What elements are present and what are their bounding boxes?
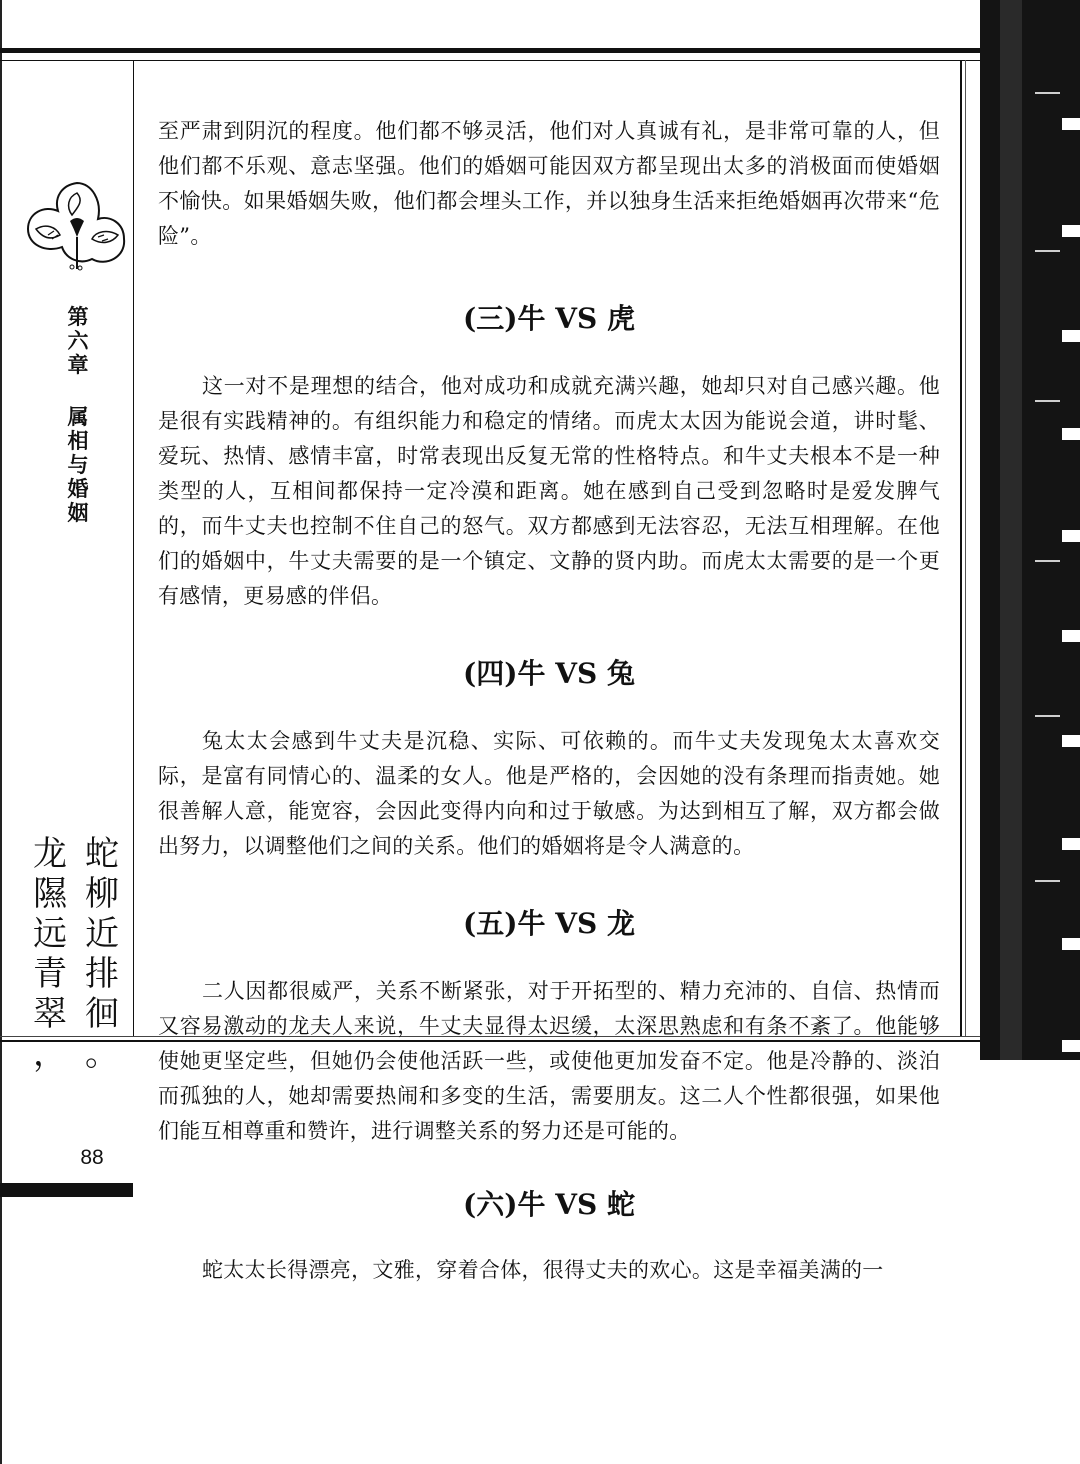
poem-char: 远 — [33, 914, 67, 954]
chapter-char: 姻 — [67, 501, 89, 525]
page-number: 88 — [80, 1146, 104, 1169]
chapter-char: 第 — [67, 305, 89, 329]
page-number-bar — [0, 1183, 133, 1197]
film-hole — [1062, 530, 1080, 542]
poem-char: 蛇 — [85, 834, 119, 874]
section-heading: (三)牛 VS 虎 — [463, 302, 635, 335]
top-rule-thin — [0, 60, 1035, 61]
poem-char: 近 — [85, 914, 119, 954]
film-hole — [1062, 938, 1080, 950]
right-divider-thin — [965, 60, 966, 1036]
poem-char: 排 — [85, 954, 119, 994]
poem-char: 徊 — [85, 994, 119, 1034]
film-tick — [1035, 92, 1060, 94]
chapter-char: 与 — [67, 453, 89, 477]
page-left-border — [0, 0, 2, 1464]
top-rule — [0, 48, 1035, 53]
poem-char: 柳 — [85, 874, 119, 914]
film-tick — [1035, 880, 1060, 882]
film-tick — [1035, 400, 1060, 402]
film-hole — [1062, 838, 1080, 850]
film-hole — [1062, 1040, 1080, 1052]
intro-paragraph: 至严肃到阴沉的程度。他们都不够灵活，他们对人真诚有礼，是非常可靠的人，但他们都不乐观、意志坚强。他们的婚姻可能因双方都呈现出太多的消极面而使婚姻不愉快。如果婚姻失败，他们都会埋头工作，并以独身生活来拒绝婚姻再次带来“危险”。 — [158, 119, 940, 248]
chapter-char: 属 — [67, 405, 89, 429]
poem-char: 。 — [85, 1034, 119, 1074]
chapter-char: 章 — [67, 353, 89, 377]
film-hole — [1062, 118, 1080, 130]
film-hole — [1062, 225, 1080, 237]
right-divider — [960, 60, 962, 1036]
poem-column-left — [26, 834, 74, 1074]
film-strip-edge — [980, 0, 1080, 1060]
chapter-char: 婚 — [67, 477, 89, 501]
section-heading: (四)牛 VS 兔 — [463, 657, 635, 690]
poem-char: 翠 — [33, 994, 67, 1034]
poem-char: 青 — [33, 954, 67, 994]
film-tick — [1035, 560, 1060, 562]
main-text — [158, 114, 940, 1288]
film-tick — [1035, 250, 1060, 252]
section-paragraph: 蛇太太长得漂亮，文雅，穿着合体，很得丈夫的欢心。这是幸福美满的一 — [202, 1258, 884, 1282]
section-heading: (六)牛 VS 蛇 — [463, 1188, 635, 1221]
chapter-char: 相 — [67, 429, 89, 453]
leaf-ornament-icon — [22, 175, 132, 275]
film-hole — [1062, 428, 1080, 440]
chapter-char: 六 — [67, 329, 89, 353]
poem-char: 龙 — [33, 834, 67, 874]
poem-char: 隰 — [33, 874, 67, 914]
section-paragraph: 兔太太会感到牛丈夫是沉稳、实际、可依赖的。而牛丈夫发现兔太太喜欢交际，是富有同情心的、温柔的女人。他是严格的，会因她的没有条理而指责她。她很善解人意，能宽容，会因此变得内向和过于敏感。为达到相互了解，双方都会做出努力，以调整他们之间的关系。他们的婚姻将是令人满意的。 — [158, 729, 940, 858]
poem-column-right — [78, 834, 126, 1074]
film-hole — [1062, 735, 1080, 747]
section-heading: (五)牛 VS 龙 — [463, 907, 635, 940]
poem-char: ， — [33, 1034, 67, 1074]
section-paragraph: 二人因都很威严，关系不断紧张，对于开拓型的、精力充沛的、自信、热情而又容易激动的龙夫人来说，牛丈夫显得太迟缓，太深思熟虑和有条不紊了。他能够使她更坚定些，但她仍会使他活跃一些，或使他更加发奋不定。他是冷静的、淡泊而孤独的人，她却需要热闹和多变的生活，需要朋友。这二人个性都很强，如果他们能互相尊重和赞许，进行调整关系的努力还是可能的。 — [158, 979, 940, 1143]
margin-divider — [133, 60, 134, 1036]
film-tick — [1035, 715, 1060, 717]
film-strip-track — [1000, 0, 1022, 1060]
section-paragraph: 这一对不是理想的结合，他对成功和成就充满兴趣，她却只对自己感兴趣。他是很有实践精神的。有组织能力和稳定的情绪。而虎太太因为能说会道，讲时髦、爱玩、热情、感情丰富，时常表现出反复无常的性格特点。和牛丈夫根本不是一种类型的人，互相间都保持一定冷漠和距离。她在感到自己受到忽略时是爱发脾气的，而牛丈夫也控制不住自己的怒气。双方都感到无法容忍，无法互相理解。在他们的婚姻中，牛丈夫需要的是一个镇定、文静的贤内助。而虎太太需要的是一个更有感情，更易感的伴侣。 — [158, 374, 940, 608]
film-hole — [1062, 630, 1080, 642]
film-hole — [1062, 330, 1080, 342]
chapter-label-vertical — [60, 305, 96, 525]
